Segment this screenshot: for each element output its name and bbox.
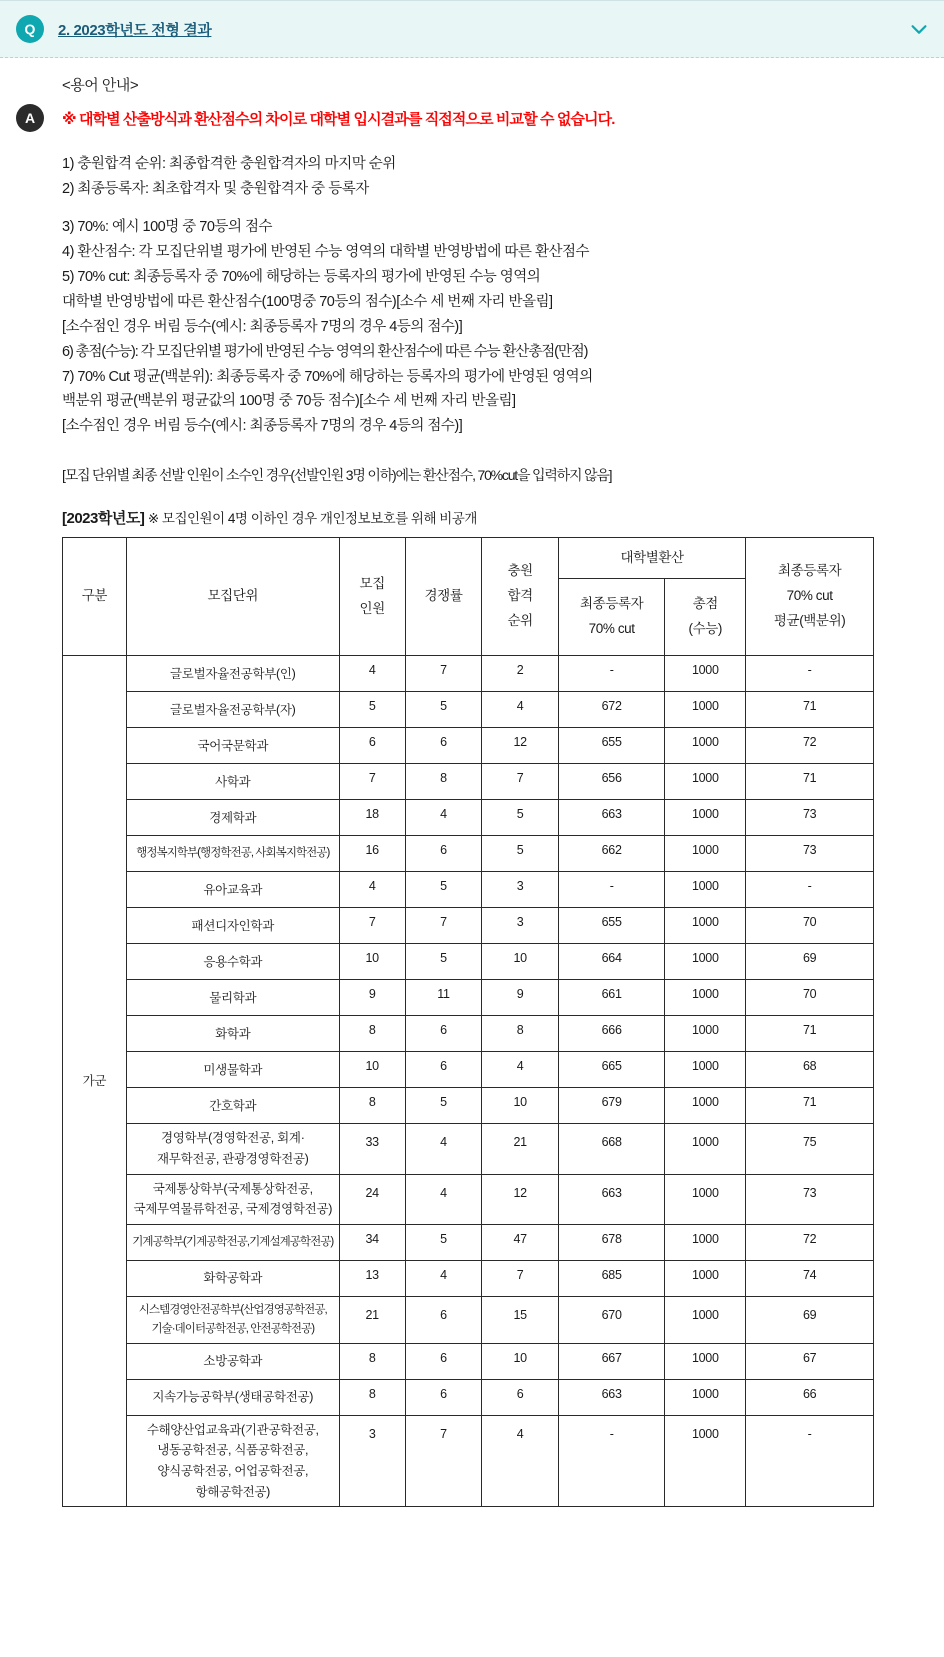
cell-rate: 11 — [405, 980, 482, 1016]
col-header-quota — [339, 538, 405, 656]
cell-cut: 670 — [558, 1296, 664, 1343]
cell-total: 1000 — [665, 872, 746, 908]
cell-quota: 3 — [339, 1415, 405, 1507]
table-row — [63, 1415, 874, 1507]
cell-rank: 5 — [482, 836, 559, 872]
cell-cut: 663 — [558, 1379, 664, 1415]
cell-unit-line: 경영학부(경영학전공, 회계· — [160, 1131, 305, 1146]
cell-unit — [126, 1379, 339, 1415]
cell-percentile: 67 — [746, 1343, 874, 1379]
cell-total: 1000 — [665, 1296, 746, 1343]
cell-unit-line: 재무학전공, 관광경영학전공) — [157, 1151, 309, 1166]
cell-quota: 7 — [339, 908, 405, 944]
cell-unit — [126, 656, 339, 692]
cell-total: 1000 — [665, 1174, 746, 1224]
table-row — [63, 1174, 874, 1224]
cell-total: 1000 — [665, 836, 746, 872]
cell-cut: 664 — [558, 944, 664, 980]
cell-unit — [126, 1224, 339, 1260]
cell-unit-line: 냉동공학전공, 식품공학전공, — [157, 1443, 309, 1458]
cell-total: 1000 — [665, 764, 746, 800]
cell-quota: 18 — [339, 800, 405, 836]
answer-content — [58, 74, 928, 1507]
cell-rate: 4 — [405, 1124, 482, 1174]
cell-quota: 10 — [339, 944, 405, 980]
chevron-down-icon[interactable] — [908, 18, 930, 40]
cell-cut: 656 — [558, 764, 664, 800]
cell-total: 1000 — [665, 1052, 746, 1088]
col-header-rank — [482, 538, 559, 656]
glossary-line: 4) 환산점수: 각 모집단위별 평가에 반영된 수능 영역의 대학별 반영방법에 따른 환산점수 — [62, 243, 589, 260]
cell-rate: 6 — [405, 836, 482, 872]
cell-rank: 3 — [482, 872, 559, 908]
glossary-line: 7) 70% Cut 평균(백분위): 최종등록자 중 70%에 해당하는 등록자의 평가에 반영된 영역의 — [62, 368, 593, 385]
cell-rank: 12 — [482, 1174, 559, 1224]
cell-cut: 663 — [558, 800, 664, 836]
col-header-cut-line2: 70% cut — [588, 621, 635, 637]
cell-unit — [126, 1415, 339, 1507]
cell-group: 가군 — [63, 656, 127, 1507]
cell-total: 1000 — [665, 1088, 746, 1124]
cell-rate: 6 — [405, 1296, 482, 1343]
cell-unit-line: 글로벌자율전공학부(자) — [170, 702, 296, 717]
col-header-percentile-line2: 70% cut — [786, 588, 833, 604]
cell-unit — [126, 908, 339, 944]
cell-cut: 666 — [558, 1016, 664, 1052]
cell-rank: 4 — [482, 1415, 559, 1507]
table-row — [63, 980, 874, 1016]
cell-percentile: 72 — [746, 1224, 874, 1260]
cell-unit — [126, 980, 339, 1016]
col-header-group: 구분 — [63, 538, 127, 656]
cell-unit — [126, 800, 339, 836]
cell-total: 1000 — [665, 944, 746, 980]
cell-cut: 661 — [558, 980, 664, 1016]
cell-cut: - — [558, 656, 664, 692]
cell-unit-line: 국제무역물류학전공, 국제경영학전공) — [133, 1202, 333, 1217]
cell-rank: 4 — [482, 692, 559, 728]
col-header-rank-line2: 합격 — [507, 588, 533, 604]
cell-unit-line: 화학과 — [215, 1026, 251, 1041]
col-header-total-line1: 총점 — [692, 596, 718, 612]
cell-rate: 7 — [405, 656, 482, 692]
cell-total: 1000 — [665, 980, 746, 1016]
answer-badge-icon: A — [16, 104, 44, 132]
cell-rate: 6 — [405, 1343, 482, 1379]
cell-rate: 5 — [405, 1088, 482, 1124]
table-header — [63, 538, 874, 656]
cell-rank: 47 — [482, 1224, 559, 1260]
cell-unit — [126, 728, 339, 764]
glossary-line: 6) 총점(수능): 각 모집단위별 평가에 반영된 수능 영역의 환산점수에 따른 수능 환산총점(만점) — [62, 343, 588, 360]
cell-unit-line: 기계공학부(기계공학전공,기계설계공학전공) — [132, 1235, 334, 1248]
cell-cut: 679 — [558, 1088, 664, 1124]
cell-rank: 10 — [482, 1343, 559, 1379]
cell-unit-line: 양식공학전공, 어업공학전공, — [157, 1464, 309, 1478]
cell-unit — [126, 1088, 339, 1124]
table-row — [63, 1343, 874, 1379]
cell-cut: - — [558, 872, 664, 908]
cell-rank: 6 — [482, 1379, 559, 1415]
cell-rate: 5 — [405, 692, 482, 728]
cell-total: 1000 — [665, 728, 746, 764]
faq-question-header[interactable] — [0, 0, 944, 58]
col-header-rank-line1: 충원 — [507, 563, 533, 579]
table-header-row-1 — [63, 538, 874, 579]
cell-cut: 668 — [558, 1124, 664, 1174]
cell-total: 1000 — [665, 800, 746, 836]
cell-unit-line: 소방공학과 — [203, 1353, 263, 1368]
table-body — [63, 656, 874, 1507]
glossary-line: 1) 충원합격 순위: 최종합격한 충원합격자의 마지막 순위 — [62, 156, 396, 172]
col-header-total — [665, 579, 746, 656]
faq-question-title[interactable]: 2. 2023학년도 전형 결과 — [58, 21, 212, 39]
cell-unit — [126, 1343, 339, 1379]
cell-total: 1000 — [665, 908, 746, 944]
cell-cut: 665 — [558, 1052, 664, 1088]
cell-percentile: 68 — [746, 1052, 874, 1088]
cell-rank: 10 — [482, 1088, 559, 1124]
cell-percentile: 71 — [746, 1088, 874, 1124]
cell-cut: 685 — [558, 1260, 664, 1296]
col-header-conversion-group: 대학별환산 — [558, 538, 745, 579]
cell-unit-line: 응용수학과 — [203, 954, 263, 969]
cell-unit — [126, 836, 339, 872]
cell-unit-line: 기술·데이터공학전공, 안전공학전공) — [151, 1322, 315, 1335]
cell-unit-line: 화학공학과 — [203, 1271, 263, 1285]
cell-unit-line: 간호학과 — [209, 1098, 257, 1113]
cell-unit — [126, 1016, 339, 1052]
col-header-total-line2: (수능) — [688, 621, 723, 637]
answer-badge-column — [16, 74, 58, 1507]
col-header-percentile-line3: 평균(백분위) — [773, 613, 846, 629]
col-header-rank-line3: 순위 — [507, 613, 533, 629]
glossary-spacer — [62, 202, 928, 215]
table-row — [63, 1052, 874, 1088]
cell-total: 1000 — [665, 1016, 746, 1052]
comparison-warning: ※ 대학별 산출방식과 환산점수의 차이로 대학별 입시결과를 직접적으로 비교할 수 없습니다. — [62, 111, 615, 128]
cell-percentile: 70 — [746, 908, 874, 944]
cell-percentile: - — [746, 656, 874, 692]
cell-rank: 9 — [482, 980, 559, 1016]
cell-unit-line: 유아교육과 — [203, 882, 263, 897]
glossary-line: 3) 70%: 예시 100명 중 70등의 점수 — [62, 218, 272, 235]
cell-percentile: 73 — [746, 800, 874, 836]
cell-unit-line: 글로벌자율전공학부(인) — [170, 666, 296, 681]
cell-percentile: - — [746, 872, 874, 908]
table-row — [63, 800, 874, 836]
cell-total: 1000 — [665, 1343, 746, 1379]
cell-quota: 8 — [339, 1088, 405, 1124]
table-row — [63, 1260, 874, 1296]
cell-unit-line: 시스템경영안전공학부(산업경영공학전공, — [138, 1303, 327, 1316]
cell-unit — [126, 1052, 339, 1088]
cell-unit — [126, 1124, 339, 1174]
cell-cut: 678 — [558, 1224, 664, 1260]
cell-unit-line: 항해공학전공) — [195, 1484, 271, 1499]
cell-quota: 5 — [339, 692, 405, 728]
table-row — [63, 872, 874, 908]
cell-rank: 8 — [482, 1016, 559, 1052]
cell-cut: 655 — [558, 908, 664, 944]
table-row — [63, 1296, 874, 1343]
table-row — [63, 1124, 874, 1174]
glossary-line: 2) 최종등록자: 최초합격자 및 충원합격자 중 등록자 — [62, 180, 369, 197]
cell-quota: 24 — [339, 1174, 405, 1224]
cell-total: 1000 — [665, 656, 746, 692]
col-header-cut — [558, 579, 664, 656]
table-row — [63, 692, 874, 728]
cell-quota: 13 — [339, 1260, 405, 1296]
cell-quota: 6 — [339, 728, 405, 764]
col-header-quota-line2: 인원 — [359, 600, 385, 616]
cell-unit-line: 경제학과 — [209, 810, 257, 825]
cell-cut: 672 — [558, 692, 664, 728]
cell-quota: 8 — [339, 1343, 405, 1379]
glossary-line: 백분위 평균(백분위 평균값의 100명 중 70등 점수)[소수 세 번째 자리 반올림] — [62, 393, 516, 410]
cell-unit — [126, 1174, 339, 1224]
cell-unit — [126, 692, 339, 728]
selection-footnote — [62, 465, 928, 485]
cell-quota: 9 — [339, 980, 405, 1016]
table-row — [63, 728, 874, 764]
terms-heading: <용어 안내> — [62, 77, 139, 94]
col-header-percentile-line1: 최종등록자 — [778, 563, 842, 579]
cell-quota: 34 — [339, 1224, 405, 1260]
glossary-line: 대학별 반영방법에 따른 환산점수(100명중 70등의 점수)[소수 세 번째 자리 반올림] — [62, 293, 553, 310]
cell-percentile: 73 — [746, 836, 874, 872]
cell-cut: - — [558, 1415, 664, 1507]
cell-rate: 6 — [405, 1052, 482, 1088]
cell-unit-line: 패션디자인학과 — [191, 918, 274, 933]
cell-quota: 8 — [339, 1379, 405, 1415]
table-row — [63, 1379, 874, 1415]
cell-percentile: 75 — [746, 1124, 874, 1174]
cell-unit-line: 물리학과 — [209, 990, 257, 1005]
table-row — [63, 1016, 874, 1052]
table-row — [63, 1088, 874, 1124]
cell-unit — [126, 872, 339, 908]
cell-rate: 4 — [405, 800, 482, 836]
col-header-cut-line1: 최종등록자 — [580, 596, 644, 612]
cell-rank: 15 — [482, 1296, 559, 1343]
cell-rate: 5 — [405, 872, 482, 908]
table-row — [63, 836, 874, 872]
glossary-line: [소수점인 경우 버림 등수(예시: 최종등록자 7명의 경우 4등의 점수)] — [62, 318, 463, 335]
cell-rate: 7 — [405, 1415, 482, 1507]
cell-rate: 6 — [405, 728, 482, 764]
cell-unit-line: 국제통상학부(국제통상학전공, — [152, 1181, 313, 1196]
cell-unit — [126, 1260, 339, 1296]
cell-unit-line: 사학과 — [215, 774, 251, 789]
cell-quota: 10 — [339, 1052, 405, 1088]
cell-total: 1000 — [665, 1260, 746, 1296]
cell-cut: 663 — [558, 1174, 664, 1224]
selection-footnote-text: [모집 단위별 최종 선발 인원이 소수인 경우(선발인원 3명 이하)에는 환산점수, 70%cut을 입력하지 않음] — [62, 467, 612, 484]
cell-percentile: 71 — [746, 1016, 874, 1052]
cell-percentile: 70 — [746, 980, 874, 1016]
table-row — [63, 944, 874, 980]
cell-rank: 12 — [482, 728, 559, 764]
table-row — [63, 908, 874, 944]
col-header-quota-line1: 모집 — [359, 575, 385, 591]
cell-unit-line: 지속가능공학부(생태공학전공) — [152, 1389, 314, 1404]
cell-quota: 7 — [339, 764, 405, 800]
cell-rate: 6 — [405, 1016, 482, 1052]
col-header-unit: 모집단위 — [126, 538, 339, 656]
cell-rank: 2 — [482, 656, 559, 692]
cell-percentile: 71 — [746, 764, 874, 800]
table-row — [63, 656, 874, 692]
cell-rate: 7 — [405, 908, 482, 944]
glossary-line: [소수점인 경우 버림 등수(예시: 최종등록자 7명의 경우 4등의 점수)] — [62, 418, 463, 435]
cell-unit — [126, 944, 339, 980]
cell-rank: 3 — [482, 908, 559, 944]
cell-unit — [126, 764, 339, 800]
table-row — [63, 764, 874, 800]
cell-rank: 7 — [482, 1260, 559, 1296]
table-caption-note: ※ 모집인원이 4명 이하인 경우 개인정보보호를 위해 비공개 — [147, 511, 477, 527]
cell-rank: 5 — [482, 800, 559, 836]
table-caption — [62, 507, 928, 528]
cell-rank: 7 — [482, 764, 559, 800]
cell-percentile: 73 — [746, 1174, 874, 1224]
cell-percentile: 74 — [746, 1260, 874, 1296]
cell-rate: 4 — [405, 1174, 482, 1224]
cell-rank: 10 — [482, 944, 559, 980]
cell-total: 1000 — [665, 1124, 746, 1174]
faq-answer-body — [0, 58, 944, 1517]
question-badge-icon: Q — [16, 15, 44, 43]
table-row — [63, 1224, 874, 1260]
cell-total: 1000 — [665, 692, 746, 728]
cell-percentile: - — [746, 1415, 874, 1507]
admission-results-table — [62, 537, 874, 1507]
cell-unit-line: 미생물학과 — [203, 1062, 263, 1077]
cell-quota: 8 — [339, 1016, 405, 1052]
cell-percentile: 72 — [746, 728, 874, 764]
cell-unit-line: 수해양산업교육과(기관공학전공, — [146, 1422, 319, 1437]
col-header-rate: 경쟁률 — [405, 538, 482, 656]
cell-percentile: 69 — [746, 944, 874, 980]
cell-percentile: 69 — [746, 1296, 874, 1343]
col-header-percentile — [746, 538, 874, 656]
cell-cut: 655 — [558, 728, 664, 764]
cell-cut: 662 — [558, 836, 664, 872]
glossary-list — [62, 152, 928, 439]
cell-unit-line: 행정복지학부(행정학전공, 사회복지학전공) — [136, 847, 330, 860]
table-caption-year: [2023학년도] — [62, 510, 145, 528]
cell-rate: 5 — [405, 1224, 482, 1260]
cell-unit — [126, 1296, 339, 1343]
cell-total: 1000 — [665, 1224, 746, 1260]
cell-percentile: 66 — [746, 1379, 874, 1415]
cell-rank: 21 — [482, 1124, 559, 1174]
cell-cut: 667 — [558, 1343, 664, 1379]
cell-quota: 21 — [339, 1296, 405, 1343]
cell-total: 1000 — [665, 1379, 746, 1415]
cell-total: 1000 — [665, 1415, 746, 1507]
cell-rate: 6 — [405, 1379, 482, 1415]
cell-rate: 4 — [405, 1260, 482, 1296]
cell-rate: 5 — [405, 944, 482, 980]
cell-rate: 8 — [405, 764, 482, 800]
cell-quota: 33 — [339, 1124, 405, 1174]
cell-quota: 16 — [339, 836, 405, 872]
glossary-line: 5) 70% cut: 최종등록자 중 70%에 해당하는 등록자의 평가에 반영된 수능 영역의 — [62, 268, 541, 285]
cell-quota: 4 — [339, 656, 405, 692]
cell-percentile: 71 — [746, 692, 874, 728]
cell-unit-line: 국어국문학과 — [197, 738, 269, 753]
cell-quota: 4 — [339, 872, 405, 908]
cell-rank: 4 — [482, 1052, 559, 1088]
